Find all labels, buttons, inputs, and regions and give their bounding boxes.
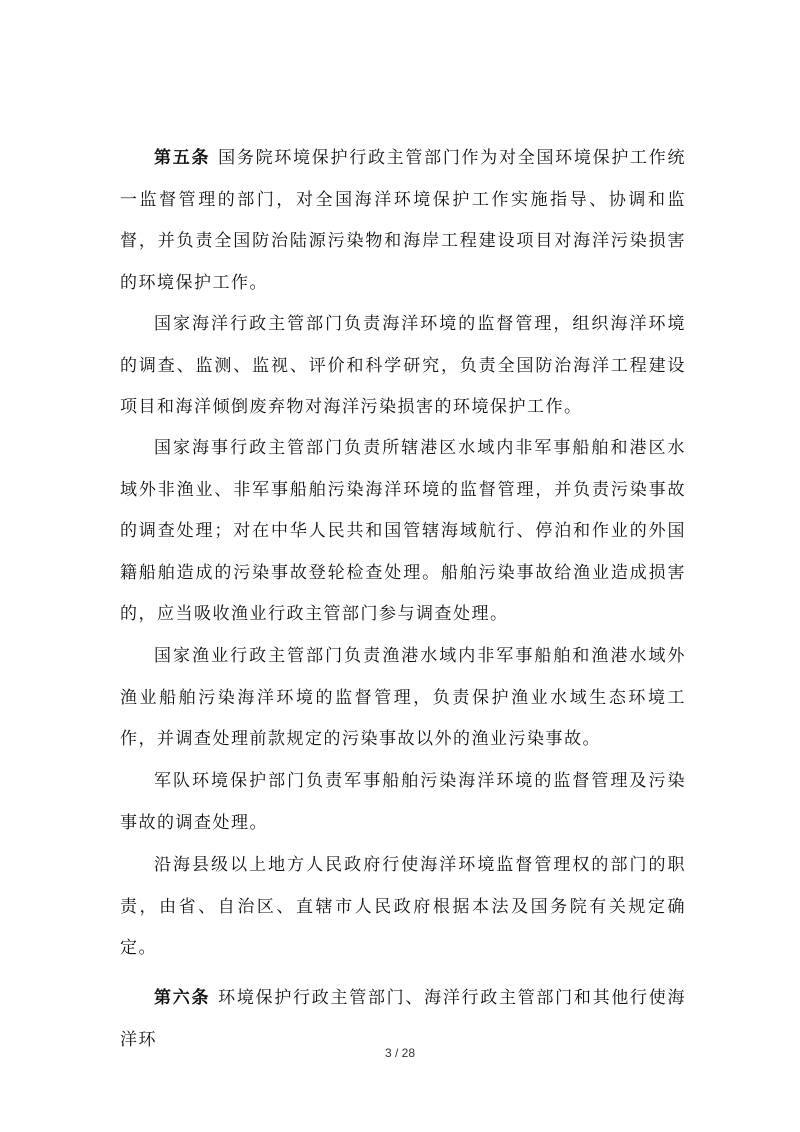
article-6-label: 第六条 — [154, 988, 211, 1008]
article-5-text: 国务院环境保护行政主管部门作为对全国环境保护工作统一监督管理的部门，对全国海洋环境保护工作实施指导、协调和监督，并负责全国防治陆源污染物和海岸工程建设项目对海洋污染损害的环境保护工作。 — [120, 148, 687, 293]
paragraph-military: 军队环境保护部门负责军事船舶污染海洋环境的监督管理及污染事故的调查处理。 — [120, 771, 686, 833]
article-5-label: 第五条 — [154, 148, 211, 168]
paragraph-fishery-admin: 国家渔业行政主管部门负责渔港水域内非军事船舶和渔港水域外渔业船舶污染海洋环境的监督管理，负责保护渔业水域生态环境工作，并调查处理前款规定的污染事故以外的渔业污染事故。 — [120, 646, 686, 749]
paragraph-local-government: 沿海县级以上地方人民政府行使海洋环境监督管理权的部门的职责，由省、自治区、直辖市人民政府根据本法及国务院有关规定确定。 — [120, 855, 686, 958]
paragraph-ocean-admin: 国家海洋行政主管部门负责海洋环境的监督管理，组织海洋环境的调查、监测、监视、评价和科学研究，负责全国防治海洋工程建设项目和海洋倾倒废弃物对海洋污染损害的环境保护工作。 — [120, 314, 686, 417]
paragraph-maritime-admin: 国家海事行政主管部门负责所辖港区水域内非军事船舶和港区水域外非渔业、非军事船舶污染海洋环境的监督管理，并负责污染事故的调查处理；对在中华人民共和国管辖海域航行、停泊和作业的外国籍船舶造成的污染事故登轮检查处理。船舶污染事故给渔业造成损害的，应当吸收渔业行政主管部门参与调查处理。 — [120, 438, 686, 624]
article-6-text: 环境保护行政主管部门、海洋行政主管部门和其他行使海洋环 — [120, 988, 687, 1050]
article-5-paragraph — [120, 138, 686, 304]
page-number: 3 / 28 — [384, 1046, 416, 1060]
